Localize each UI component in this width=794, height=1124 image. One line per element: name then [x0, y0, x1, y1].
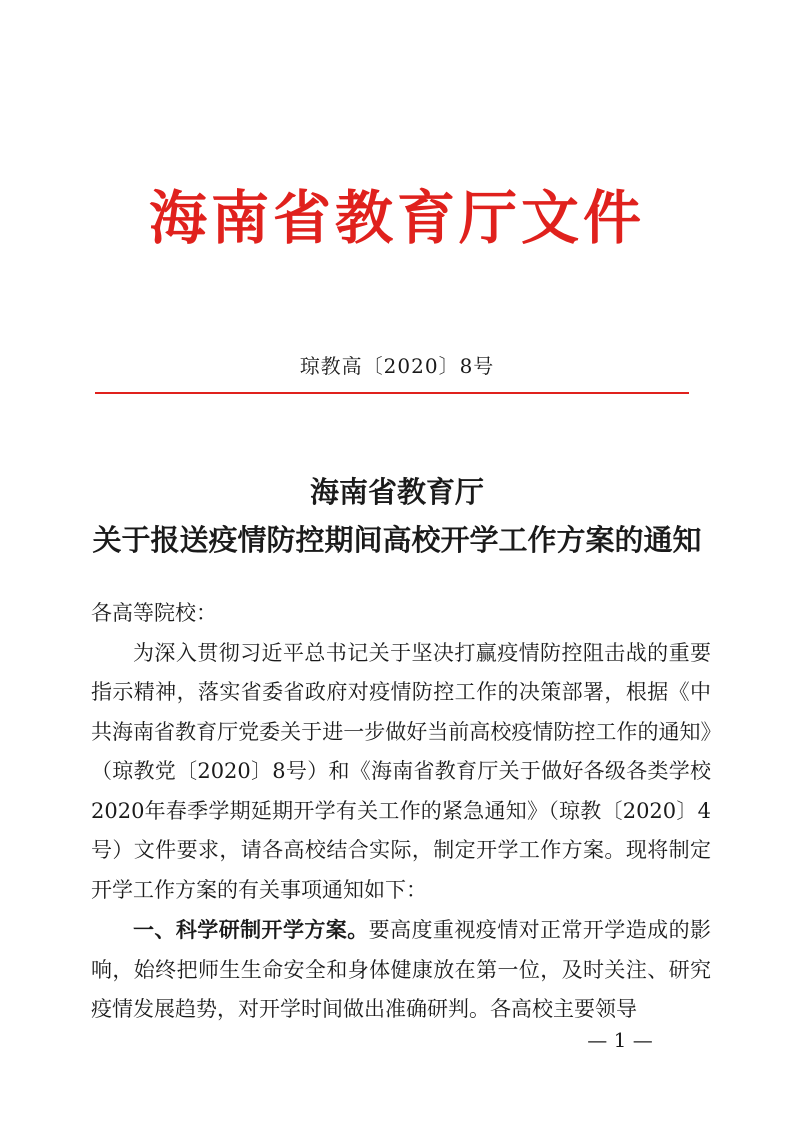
red-divider-line	[95, 392, 689, 394]
paragraph-2-heading: 一、科学研制开学方案。	[133, 917, 369, 942]
notice-title-line-1: 海南省教育厅	[309, 475, 484, 509]
paragraph-1: 为深入贯彻习近平总书记关于坚决打赢疫情防控阻击战的重要指示精神，落实省委省政府对疫情防控工作的决策部署，根据《中共海南省教育厅党委关于进一步做好当前高校疫情防控工作的通知》（琼教党〔2020〕8号）和《海南省教育厅关于做好各级各类学校2020年春季学期延期开学有关工作的紧急通知》（琼教〔2020〕4号）文件要求，请各高校结合实际，制定开学工作方案。现将制定开学工作方案的有关事项通知如下：	[91, 640, 711, 902]
masthead-title: 海南省教育厅文件	[148, 184, 645, 252]
document-number: 琼教高〔2020〕8号	[299, 354, 495, 378]
document-body	[91, 594, 711, 1030]
notice-title-line-2: 关于报送疫情防控期间高校开学工作方案的通知	[92, 523, 702, 557]
page-number: — 1 —	[587, 1028, 653, 1052]
paragraph-2-text: 要高度重视疫情对正常开学造成的影响，始终把师生生命安全和身体健康放在第一位，及时关注、研究疫情发展趋势，对开学时间做出准确研判。各高校主要领导	[91, 918, 712, 1021]
paragraph-2	[91, 910, 711, 1030]
salutation: 各高等院校：	[91, 601, 217, 625]
